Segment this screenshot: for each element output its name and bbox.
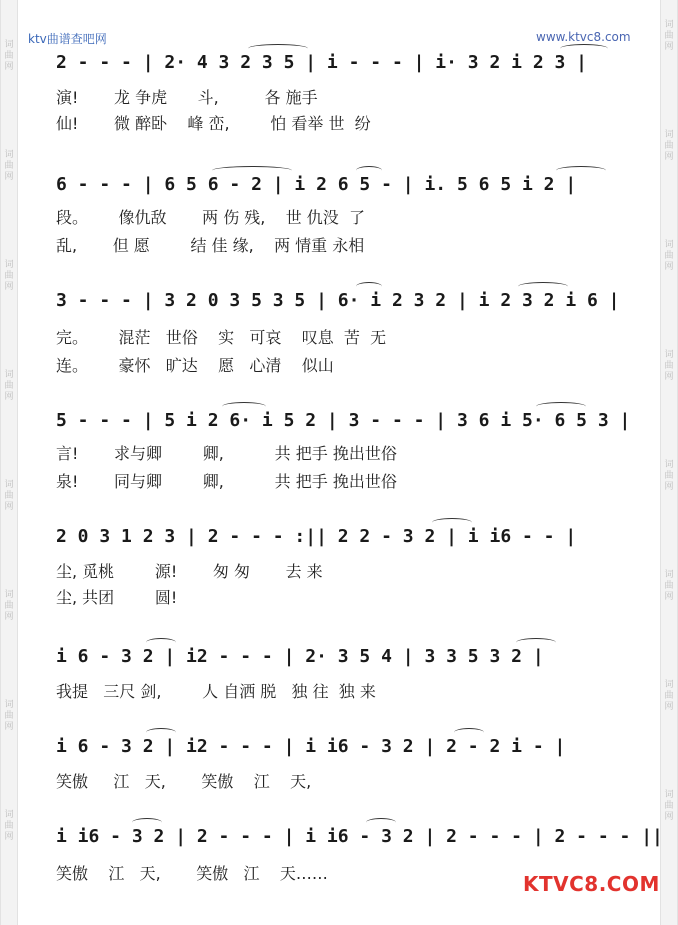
slur-mark (146, 638, 176, 647)
notation-line-7: i 6 - 3 2 | i2 - - - | i i6 - 3 2 | 2 - 2 i - | (56, 736, 566, 757)
site-name-link[interactable]: ktv曲谱查吧网 (28, 32, 107, 46)
slur-mark (366, 818, 396, 827)
side-watermark: 词 曲 网 (664, 350, 674, 382)
side-watermark: 词 曲 网 (4, 150, 14, 182)
slur-mark (248, 44, 308, 53)
slur-mark (356, 166, 382, 175)
lyric-line-4b: 泉! 同与卿 卿, 共 把手 挽出世俗 (56, 472, 397, 491)
lyric-line-3a: 完。 混茫 世俗 实 可哀 叹息 苦 无 (56, 328, 387, 347)
side-watermark: 词 曲 网 (664, 130, 674, 162)
side-watermark: 词 曲 网 (4, 370, 14, 402)
notation-line-6: i 6 - 3 2 | i2 - - - | 2· 3 5 4 | 3 3 5 3 2 | (56, 646, 544, 667)
site-url-link[interactable]: www.ktvc8.com (536, 30, 631, 44)
lyric-line-6: 我提 三尺 剑, 人 自洒 脱 独 往 独 来 (56, 682, 376, 701)
notation-line-1: 2 - - - | 2· 4 3 2 3 5 | i - - - | i· 3 2 i 2 3 | (56, 52, 588, 73)
side-watermark: 词 曲 网 (664, 240, 674, 272)
lyric-line-7: 笑傲 江 天, 笑傲 江 天, (56, 772, 312, 791)
slur-mark (454, 728, 484, 737)
side-watermark: 词 曲 网 (664, 460, 674, 492)
tie-mark (212, 166, 292, 175)
slur-mark (356, 282, 382, 291)
lyric-line-2b: 乱, 但 愿 结 佳 缘, 两 情重 永相 (56, 236, 365, 255)
slur-mark (536, 402, 586, 411)
side-watermark: 词 曲 网 (664, 20, 674, 52)
notation-line-5: 2 0 3 1 2 3 | 2 - - - :|| 2 2 - 3 2 | i i6 - - | (56, 526, 577, 547)
side-watermark: 词 曲 网 (4, 700, 14, 732)
slur-mark (222, 402, 266, 411)
lyric-line-8: 笑傲 江 天, 笑傲 江 天…… (56, 864, 328, 883)
slur-mark (560, 44, 608, 53)
notation-line-3: 3 - - - | 3 2 0 3 5 3 5 | 6· i 2 3 2 | i 2 3 2 i 6 | (56, 290, 620, 311)
lyric-line-1a: 演! 龙 争虎 斗, 各 施手 (56, 88, 318, 107)
lyric-line-1b: 仙! 微 醉卧 峰 峦, 怕 看举 世 纷 (56, 114, 371, 133)
side-watermark: 词 曲 网 (4, 260, 14, 292)
slur-mark (516, 638, 556, 647)
slur-mark (556, 166, 606, 175)
notation-line-8: i i6 - 3 2 | 2 - - - | i i6 - 3 2 | 2 - - - | 2 - - - || (56, 826, 663, 847)
side-watermark: 词 曲 网 (4, 810, 14, 842)
ktvc8-logo: KTVC8.COM (523, 872, 660, 896)
lyric-line-3b: 连。 豪怀 旷达 愿 心清 似山 (56, 356, 334, 375)
side-watermark: 词 曲 网 (664, 790, 674, 822)
notation-line-2: 6 - - - | 6 5 6 - 2 | i 2 6 5 - | i. 5 6 5 i 2 | (56, 174, 577, 195)
lyric-line-4a: 言! 求与卿 卿, 共 把手 挽出世俗 (56, 444, 397, 463)
slur-mark (432, 518, 472, 527)
right-watermark-strip (660, 0, 678, 925)
side-watermark: 词 曲 网 (4, 480, 14, 512)
side-watermark: 词 曲 网 (664, 570, 674, 602)
slur-mark (146, 728, 176, 737)
slur-mark (132, 818, 162, 827)
left-watermark-strip (0, 0, 18, 925)
lyric-line-5a: 尘, 觅桃 源! 匆 匆 去 来 (56, 562, 323, 581)
lyric-line-5b: 尘, 共团 圆! (56, 588, 178, 607)
side-watermark: 词 曲 网 (664, 680, 674, 712)
side-watermark: 词 曲 网 (4, 40, 14, 72)
lyric-line-2a: 段。 像仇敌 两 伤 残, 世 仇没 了 (56, 208, 365, 227)
slur-mark (518, 282, 568, 291)
side-watermark: 词 曲 网 (4, 590, 14, 622)
notation-line-4: 5 - - - | 5 i 2 6· i 5 2 | 3 - - - | 3 6 i 5· 6 5 3 | (56, 410, 631, 431)
